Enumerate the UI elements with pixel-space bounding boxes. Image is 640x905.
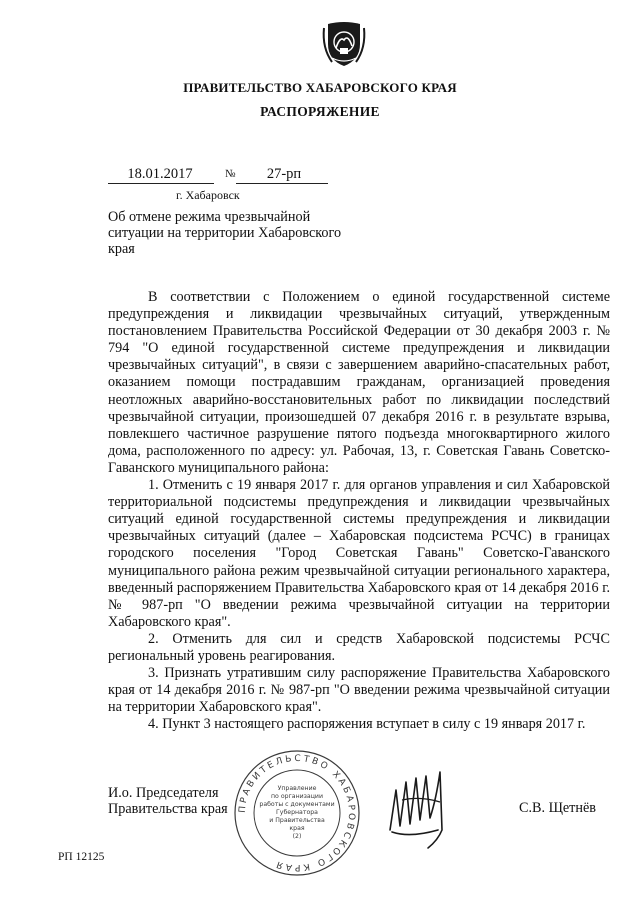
signatory-title-line: И.о. Председателя [108,785,219,801]
stamp-center-line: работы с документами [259,801,335,808]
document-type: РАСПОРЯЖЕНИЕ [260,104,380,119]
stamp-center-line: Губернатора [276,809,318,816]
number-underline [236,183,328,184]
stamp-center-line: по организации [271,793,323,800]
city: г. Хабаровск [176,188,240,202]
organization-title: ПРАВИТЕЛЬСТВО ХАБАРОВСКОГО КРАЯ [183,80,457,95]
document-body [108,289,610,733]
stamp-center-line: края [289,825,305,832]
body-paragraph: 2. Отменить для сил и средств Хабаровской подсистемы РСЧС региональный уровень реагирования. [108,630,610,664]
handwritten-signature [380,760,460,856]
document-date: 18.01.2017 [127,166,193,182]
stamp-ring-text: ПРАВИТЕЛЬСТВО ХАБАРОВСКОГО КРАЯ [237,753,357,873]
document-subject: Об отмене режима чрезвычайной ситуации на территории Хабаровского края [108,209,342,257]
body-paragraph: В соответствии с Положением о единой государственной системе предупреждения и ликвидации чрезвычайных ситуаций, утвержденным постановлением Правительства Российской Федерации от 30 декабря 2003 г. № 794 "О единой государственной системе предупреждения и ликвидации чрезвычайных ситуаций", в связи с завершением аварийно-спасательных работ, оказанием помощи пострадавшим гражданам, организацией проведения неотложных аварийно-восстановительных работ по ликвидации последствий чрезвычайной ситуации, произошедшей 07 декабря 2016 г. в результате взрыва, повлекшего частичное разрушение пятого подъезда многоквартирного жилого дома, расположенного по адресу: ул. Рабочая, 13, г. Советская Гавань Советско-Гаванского муниципального района: [108,289,610,476]
body-paragraph: 1. Отменить с 19 января 2017 г. для органов управления и сил Хабаровской территориальной подсистемы предупреждения и ликвидации чрезвычайных ситуаций единой государственной системы предупреждения и ликвидации чрезвычайных ситуаций (далее – Хабаровская подсистема РСЧС) в границах городского поселения "Город Советская Гавань" Советско-Гаванского муниципального района режим чрезвычайной ситуации регионального характера, введенный распоряжением Правительства Хабаровского края от 14 декабря 2016 г. № 987-рп "О введении режима чрезвычайной ситуации на территории Хабаровского края". [108,477,610,630]
body-paragraph: 4. Пункт 3 настоящего распоряжения вступает в силу с 19 января 2017 г. [148,716,586,733]
body-paragraph: 3. Признать утратившим силу распоряжение Правительства Хабаровского края от 14 декабря 2016 г. № 987-рп "О введении режима чрезвычайной ситуации на территории Хабаровского края". [108,665,610,716]
stamp-center-line: (2) [292,833,302,840]
date-underline [108,183,214,184]
document-number: 27-рп [266,166,302,182]
signatory-name: С.В. Щетнёв [519,800,596,816]
signatory-title [108,785,228,817]
stamp-center-line: Управление [277,785,317,792]
signatory-title-line: Правительства края [108,801,228,817]
document-code: РП 12125 [58,851,105,863]
number-sign: № [225,168,236,180]
official-stamp [232,748,362,878]
coat-of-arms-icon [318,18,370,70]
stamp-center-line: и Правительства [269,817,325,824]
